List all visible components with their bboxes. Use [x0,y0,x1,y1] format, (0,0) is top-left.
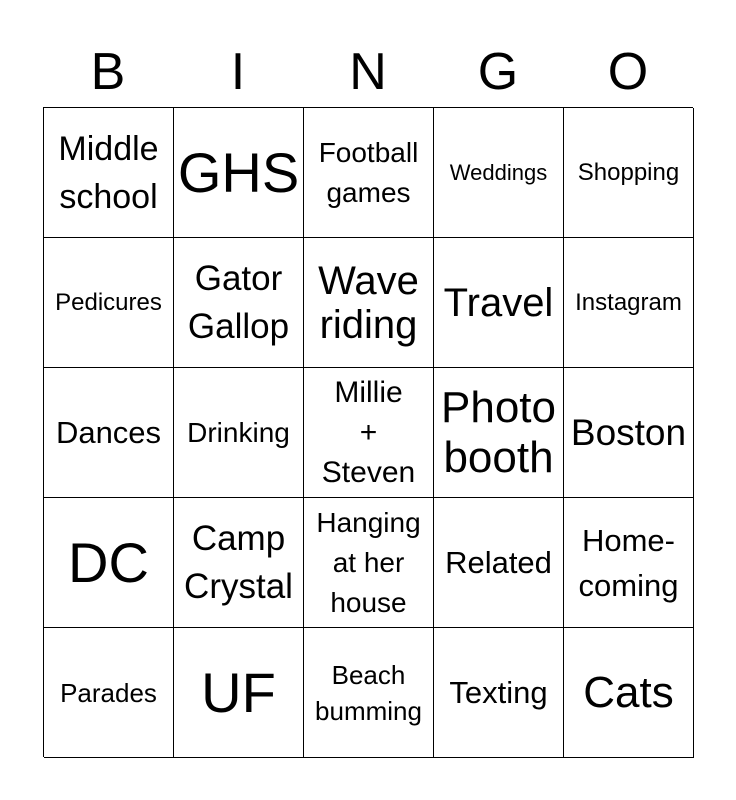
cell-label: Football games [318,136,419,208]
cell-label: UF [201,660,276,724]
cell-label: Hanging at her house [316,506,421,618]
bingo-cell[interactable] [44,498,174,628]
bingo-board [43,107,693,757]
bingo-cell[interactable] [174,628,304,758]
cell-label: Drinking [187,416,290,448]
bingo-cell[interactable] [44,108,174,238]
bingo-cell[interactable] [434,628,564,758]
cell-label: GHS [177,140,300,204]
cell-label: Parades [60,677,157,708]
cell-label: Wave riding [318,258,419,347]
cell-label: Shopping [577,158,680,186]
cell-label: Middle school [58,129,159,216]
bingo-cell[interactable] [434,108,564,238]
header-letter-b: B [90,43,126,101]
bingo-cell[interactable] [564,498,694,628]
bingo-cell[interactable] [174,238,304,368]
cell-label: Weddings [449,159,548,185]
header-letter-n: N [349,43,387,101]
bingo-header [43,42,693,102]
cell-label: Related [445,545,552,580]
cell-label: Dances [55,415,162,450]
cell-label: DC [68,530,149,594]
header-letter-i: I [230,43,246,101]
bingo-cell[interactable] [304,108,434,238]
bingo-cell[interactable] [564,368,694,498]
bingo-cell[interactable] [44,368,174,498]
header-letter-o: O [607,43,649,101]
bingo-cell[interactable] [44,628,174,758]
bingo-cell[interactable] [174,368,304,498]
cell-label: Pedicures [55,288,162,316]
bingo-cell[interactable] [564,628,694,758]
cell-label: Cats [583,667,674,717]
cell-label: Beach bumming [315,659,422,726]
cell-label: Instagram [575,288,682,316]
cell-label: Photo booth [441,382,556,482]
cell-label: Camp Crystal [184,518,293,606]
cell-label: Texting [449,675,548,710]
bingo-cell[interactable] [304,628,434,758]
bingo-cell[interactable] [44,238,174,368]
bingo-cell[interactable] [434,238,564,368]
bingo-cell[interactable] [434,498,564,628]
bingo-cell[interactable] [564,108,694,238]
cell-label: Home- coming [578,522,679,603]
bingo-cell[interactable] [304,498,434,628]
bingo-cell[interactable] [304,368,434,498]
bingo-cell[interactable] [564,238,694,368]
cell-label: Boston [570,412,687,453]
bingo-cell[interactable] [174,498,304,628]
cell-label: Gator Gallop [187,258,290,346]
bingo-cell[interactable] [304,238,434,368]
cell-label: Travel [443,280,554,325]
cell-label: Millie + Steven [321,375,416,489]
bingo-cell[interactable] [434,368,564,498]
header-letter-g: G [477,43,519,101]
bingo-cell[interactable] [174,108,304,238]
